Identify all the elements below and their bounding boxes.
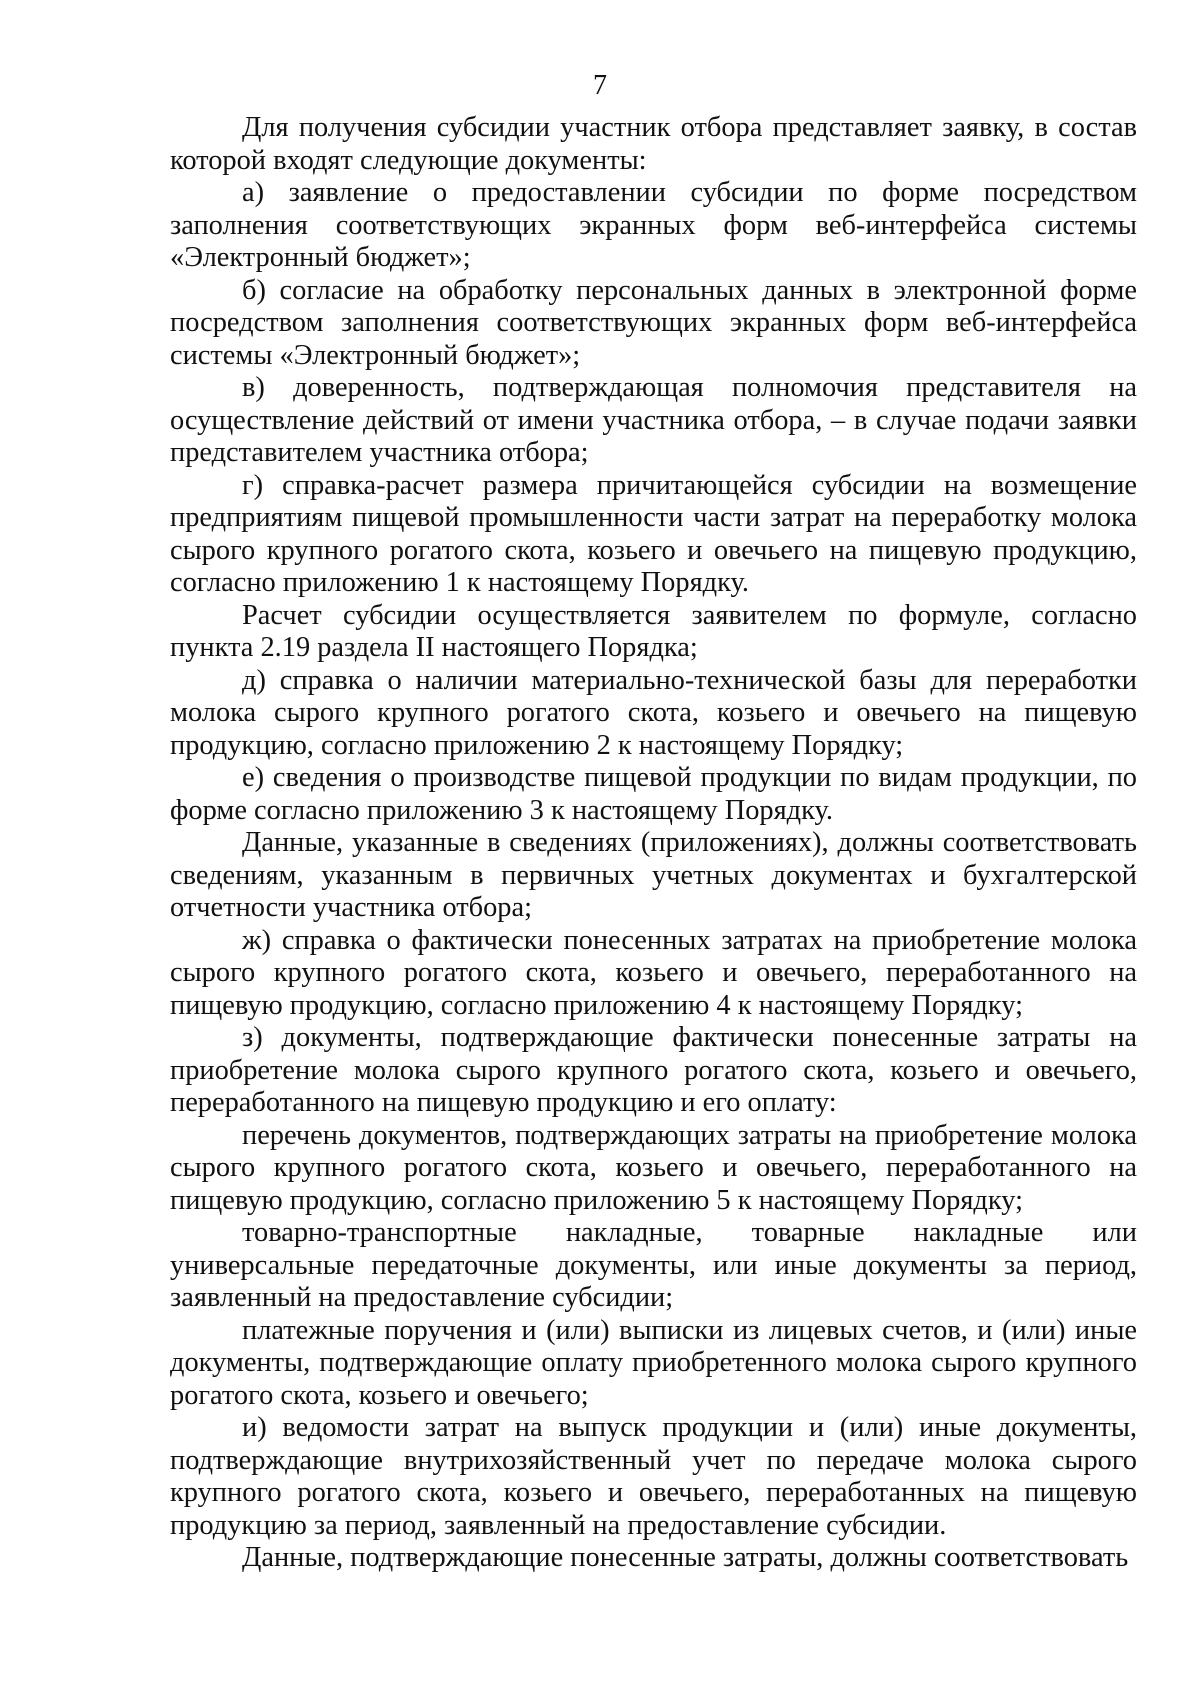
- paragraph: г) справка-расчет размера причитающейся субсидии на возмещение предприятиям пищевой промышленности части затрат на переработку молока сырого крупного рогатого скота, козьего и овечьего на пищевую продукцию, согласно приложению 1 к настоящему Порядку.: [170, 469, 1137, 598]
- paragraph: Расчет субсидии осуществляется заявителем по формуле, согласно пункта 2.19 раздела II настоящего Порядка;: [170, 599, 1137, 663]
- paragraph: Для получения субсидии участник отбора представляет заявку, в состав которой входят следующие документы:: [170, 112, 1137, 176]
- paragraph: б) согласие на обработку персональных данных в электронной форме посредством заполнения соответствующих экранных форм веб-интерфейса системы «Электронный бюджет»;: [170, 274, 1137, 371]
- paragraph: ж) справка о фактически понесенных затратах на приобретение молока сырого крупного рогатого скота, козьего и овечьего, переработанного на пищевую продукцию, согласно приложению 4 к настоящему Порядку;: [170, 924, 1137, 1021]
- paragraph: Данные, указанные в сведениях (приложениях), должны соответствовать сведениям, указанным в первичных учетных документах и бухгалтерской отчетности участника отбора;: [170, 827, 1137, 923]
- paragraph: платежные поручения и (или) выписки из лицевых счетов, и (или) иные документы, подтверждающие оплату приобретенного молока сырого крупного рогатого скота, козьего и овечьего;: [170, 1314, 1137, 1411]
- paragraph: перечень документов, подтверждающих затраты на приобретение молока сырого крупного рогатого скота, козьего и овечьего, переработанного на пищевую продукцию, согласно приложению 5 к настоящему Порядку;: [170, 1119, 1137, 1216]
- document-body: [170, 112, 1137, 1575]
- paragraph: д) справка о наличии материально-технической базы для переработки молока сырого крупного рогатого скота, козьего и овечьего на пищевую продукцию, согласно приложению 2 к настоящему Порядку;: [170, 664, 1137, 761]
- paragraph: а) заявление о предоставлении субсидии по форме посредством заполнения соответствующих экранных форм веб-интерфейса системы «Электронный бюджет»;: [170, 177, 1137, 273]
- paragraph: и) ведомости затрат на выпуск продукции и (или) иные документы, подтверждающие внутрихозяйственный учет по передаче молока сырого крупного рогатого скота, козьего и овечьего, переработанных на пищевую продукцию за период, заявленный на предоставление субсидии.: [170, 1412, 1137, 1541]
- paragraph: Данные, подтверждающие понесенные затраты, должны соответствовать: [242, 1542, 1129, 1573]
- paragraph: е) сведения о производстве пищевой продукции по видам продукции, по форме согласно приложению 3 к настоящему Порядку.: [170, 762, 1137, 826]
- paragraph: в) доверенность, подтверждающая полномочия представителя на осуществление действий от имени участника отбора, – в случае подачи заявки представителем участника отбора;: [170, 372, 1137, 468]
- paragraph: з) документы, подтверждающие фактически понесенные затраты на приобретение молока сырого крупного рогатого скота, козьего и овечьего, переработанного на пищевую продукцию и его оплату:: [170, 1022, 1137, 1118]
- page-number: 7: [593, 70, 607, 101]
- paragraph: товарно-транспортные накладные, товарные накладные или универсальные передаточные документы, или иные документы за период, заявленный на предоставление субсидии;: [170, 1217, 1137, 1313]
